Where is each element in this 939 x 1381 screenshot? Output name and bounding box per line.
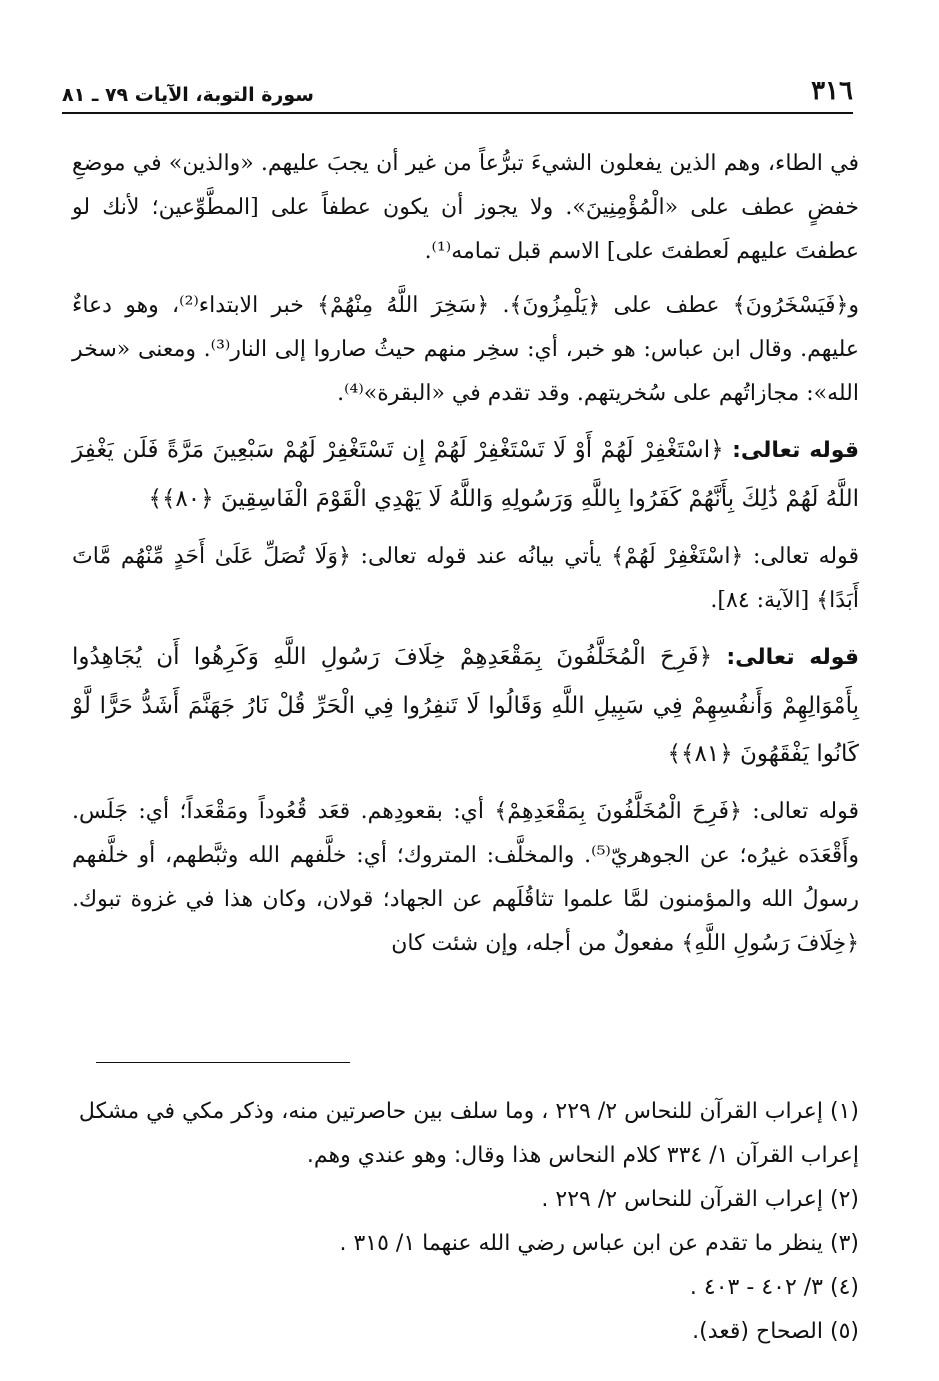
footnote: (٣) ينظر ما تقدم عن ابن عباس رضي الله عنهما ١/ ٣١٥ . — [339, 1231, 859, 1256]
verse-text: ﴿اسْتَغْفِرْ لَهُمْ أَوْ لَا تَسْتَغْفِرْ لَهُمْ إِن تَسْتَغْفِرْ لَهُمْ سَبْعِينَ مَرَّةً فَلَن يَغْفِرَ اللَّهُ لَهُمْ ذَٰلِكَ بِأَنَّهُمْ كَفَرُوا بِاللَّهِ وَرَسُولِهِ وَاللَّهُ لَا يَهْدِي الْقَوْمَ الْفَاسِقِينَ ﴿٨٠﴾﴾ — [72, 437, 859, 512]
paragraph: قوله تعالى: ﴿فَرِحَ الْمُخَلَّفُونَ بِمَقْعَدِهِمْ﴾ أي: بقعودِهم. قعَد قُعُوداً ومَقْعَداً؛ أي: جَلَس. وأَقْعَدَه غيرُه؛ عن الجوهريّ⁽⁵⁾. والمخلَّف: المتروك؛ أي: خلَّفهم الله وثبَّطهم، أو خلَّفهم رسولُ الله والمؤمنون لمَّا علموا تثاقُلَهم عن الجهاد؛ قولان، وكان هذا في غزوة تبوك. ﴿خِلَافَ رَسُولِ اللَّهِ﴾ مفعولٌ من أجله، وإن شئت كان — [72, 799, 859, 956]
paragraph: و﴿فَيَسْخَرُونَ﴾ عطف على ﴿يَلْمِزُونَ﴾. ﴿سَخِرَ اللَّهُ مِنْهُمْ﴾ خبر الابتداء⁽²⁾، وهو دعاءٌ عليهم. وقال ابن عباس: هو خبر، أي: سخِر منهم حيثُ صاروا إلى النار⁽³⁾. ومعنى «سخر الله»: مجازاتُهم على سُخريتهم. وقد تقدم في «البقرة»⁽⁴⁾. — [72, 293, 860, 406]
footnote: (٢) إعراب القرآن للنحاس ٢/ ٢٢٩ . — [541, 1187, 859, 1212]
verse-paragraph — [72, 633, 859, 778]
footnote: (٥) الصحاح (قعد). — [692, 1319, 859, 1344]
paragraph: في الطاء، وهم الذين يفعلون الشيءَ تبرُّعاً من غير أن يجبَ عليهم. «والذين» في موضعِ خفضٍ عطف على «الْمُؤْمِنِينَ». ولا يجوز أن يكون عطفاً على [المطَّوِّعين؛ لأنك لو عطفتَ عليهم لَعطفتَ على] الاسم قبل تمامه⁽¹⁾. — [72, 151, 859, 264]
page-header — [62, 70, 853, 114]
footnote: (٤) ٣/ ٤٠٢ - ٤٠٣ . — [689, 1275, 859, 1300]
footnote-separator — [96, 1062, 350, 1063]
page-number: ٣١٦ — [811, 76, 853, 106]
footnotes — [72, 1090, 859, 1354]
main-text — [72, 142, 859, 976]
verse-label: قوله تعالى: — [726, 645, 859, 670]
verse-text: ﴿فَرِحَ الْمُخَلَّفُونَ بِمَقْعَدِهِمْ خِلَافَ رَسُولِ اللَّهِ وَكَرِهُوا أَن يُجَاهِدُوا بِأَمْوَالِهِمْ وَأَنفُسِهِمْ فِي سَبِيلِ اللَّهِ وَقَالُوا لَا تَنفِرُوا فِي الْحَرِّ قُلْ نَارُ جَهَنَّمَ أَشَدُّ حَرًّا لَّوْ كَانُوا يَفْقَهُونَ ﴿٨١﴾﴾ — [72, 644, 859, 767]
verse-paragraph — [72, 426, 859, 523]
verse-label: قوله تعالى: — [732, 438, 859, 463]
paragraph: قوله تعالى: ﴿اسْتَغْفِرْ لَهُمْ﴾ يأتي بيانُه عند قوله تعالى: ﴿وَلَا تُصَلِّ عَلَىٰ أَحَدٍ مِّنْهُم مَّاتَ أَبَدًا﴾ [الآية: ٨٤]. — [72, 544, 859, 613]
running-title: سورة التوبة، الآيات ٧٩ ـ ٨١ — [62, 84, 314, 106]
footnote: (١) إعراب القرآن للنحاس ٢/ ٢٢٩ ، وما سلف بين حاصرتين منه، وذكر مكي في مشكل إعراب القرآن ١/ ٣٣٤ كلام النحاس هذا وقال: وهو عندي وهم. — [78, 1099, 859, 1168]
